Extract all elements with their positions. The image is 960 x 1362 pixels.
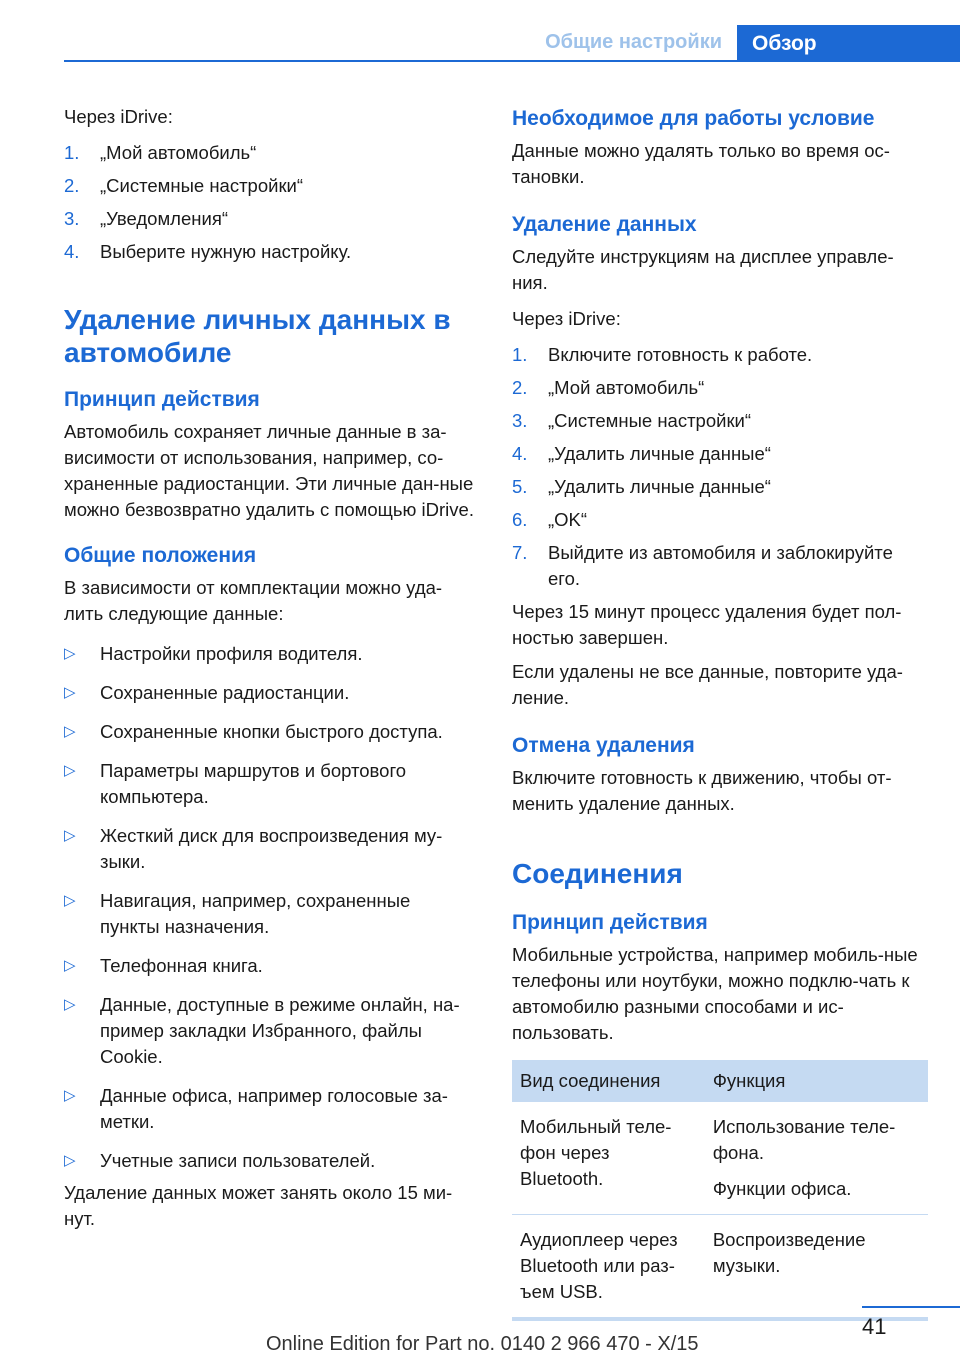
table-cell: Воспроизведение музыки. [712, 1229, 866, 1276]
cancel-text: Включите готовность к движению, чтобы от-менить удаление данных. [512, 767, 892, 814]
table-cell: Аудиоплеер через Bluetooth или раз-ъем USB. [520, 1229, 678, 1302]
tab-overview: Обзор [737, 25, 960, 62]
connections-principle-heading: Принцип действия [512, 911, 708, 934]
step-item: 2. „Мой автомобиль“ [512, 377, 705, 398]
step-item: 3. „Системные настройки“ [512, 410, 752, 431]
list-item: ▷ Учетные записи пользователей. [64, 1148, 474, 1174]
delete-text: Следуйте инструкциям на дисплее управле-ния. [512, 246, 894, 293]
triangle-bullet-icon: ▷ [64, 684, 76, 701]
triangle-bullet-icon: ▷ [64, 892, 76, 909]
list-item: ▷ Сохраненные кнопки быстрого доступа. [64, 719, 474, 745]
list-item: ▷ Сохраненные радиостанции. [64, 680, 474, 706]
general-text: В зависимости от комплектации можно уда-лить следующие данные: [64, 577, 443, 624]
condition-text: Данные можно удалять только во время ос-тановки. [512, 140, 890, 187]
cancel-heading: Отмена удаления [512, 734, 695, 757]
header-rule [64, 60, 960, 62]
list-item: ▷ Навигация, например, сохраненные пункты назначения. [64, 890, 411, 937]
condition-heading: Необходимое для работы условие [512, 107, 875, 130]
repeat-text: Если удалены не все данные, повторите уда-ление. [512, 661, 903, 708]
table-cell: Функции офиса. [712, 1178, 852, 1199]
step-item: 4. „Удалить личные данные“ [512, 443, 771, 464]
list-item: ▷ Данные, доступные в режиме онлайн, на-пример закладки Избранного, файлы Cookie. [64, 994, 460, 1067]
table-header-row [512, 1060, 928, 1102]
triangle-bullet-icon: ▷ [64, 996, 76, 1013]
duration-text: Удаление данных может занять около 15 ми-нут. [64, 1182, 453, 1229]
page-number-rule [862, 1306, 960, 1308]
triangle-bullet-icon: ▷ [64, 957, 76, 974]
triangle-bullet-icon: ▷ [64, 1087, 76, 1104]
list-item: ▷ Настройки профиля водителя. [64, 641, 474, 667]
table-cell: Использование теле-фона. [712, 1116, 896, 1163]
table-row [512, 1215, 928, 1318]
general-heading: Общие положения [64, 544, 257, 567]
step-item: 1. „Мой автомобиль“ [64, 142, 257, 163]
column-header: Вид соединения [512, 1060, 705, 1102]
connections-table [512, 1060, 928, 1317]
connections-text: Мобильные устройства, например мобиль-ные телефоны или ноутбуки, можно подклю-чать к автомобилю разными способами и ис-пользовать. [512, 944, 918, 1043]
settings-steps [64, 140, 474, 265]
principle-text: Автомобиль сохраняет личные данные в за-висимости от использования, например, со-храненные радиостанции. Эти личные дан-ные можно безвозвратно удалить с помощью iDrive. [64, 421, 474, 520]
step-item: 5. „Удалить личные данные“ [512, 476, 771, 497]
triangle-bullet-icon: ▷ [64, 762, 76, 779]
step-item: 3. „Уведомления“ [64, 208, 228, 229]
completion-text: Через 15 минут процесс удаления будет пол-ностью завершен. [512, 601, 902, 648]
section-heading-connections: Соединения [512, 858, 683, 889]
principle-heading: Принцип действия [64, 388, 260, 411]
step-item: 6. „OK“ [512, 509, 588, 530]
deletable-data-list [64, 641, 474, 1174]
step-item: 1. Включите готовность к работе. [512, 344, 813, 365]
edition-footer: Online Edition for Part no. 0140 2 966 470 - X/15 [266, 1333, 699, 1355]
section-heading-personal-data: Удаление личных данных в автомобиле [64, 304, 451, 368]
section-title: Общие настройки [545, 31, 722, 53]
idrive-intro: Через iDrive: [512, 308, 621, 329]
triangle-bullet-icon: ▷ [64, 827, 76, 844]
delete-steps [512, 342, 928, 592]
list-item: ▷ Данные офиса, например голосовые за-метки. [64, 1085, 448, 1132]
table-row [512, 1102, 928, 1215]
list-item: ▷ Параметры маршрутов и бортового компьютера. [64, 760, 407, 807]
step-item: 4. Выберите нужную настройку. [64, 241, 352, 262]
right-column [512, 98, 928, 1321]
triangle-bullet-icon: ▷ [64, 723, 76, 740]
triangle-bullet-icon: ▷ [64, 645, 76, 662]
list-item: ▷ Жесткий диск для воспроизведения му-зыки. [64, 825, 443, 872]
idrive-intro: Через iDrive: [64, 106, 173, 127]
left-column [64, 98, 474, 1232]
delete-heading: Удаление данных [512, 213, 697, 236]
step-item: 7. Выйдите из автомобиля и заблокируйте его. [512, 542, 893, 589]
page-number: 41 [862, 1314, 887, 1339]
column-header: Функция [705, 1060, 928, 1102]
table-cell: Мобильный теле-фон через Bluetooth. [520, 1116, 672, 1189]
triangle-bullet-icon: ▷ [64, 1152, 76, 1169]
list-item: ▷ Телефонная книга. [64, 953, 474, 979]
step-item: 2. „Системные настройки“ [64, 175, 304, 196]
